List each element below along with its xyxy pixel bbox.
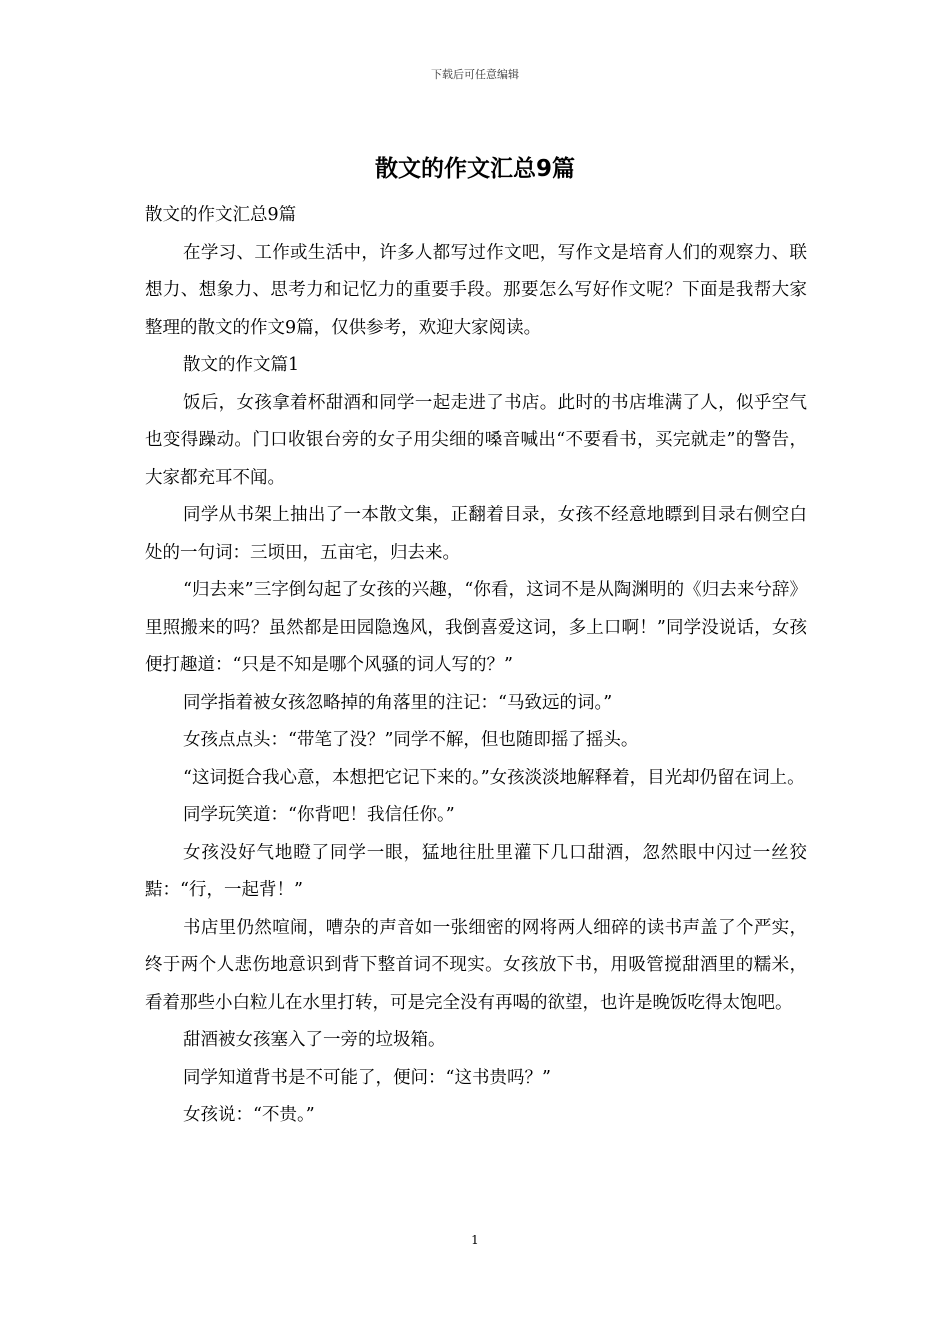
paragraph: 女孩说：“不贵。” <box>183 1105 315 1125</box>
paragraph: “归去来”三字倒勾起了女孩的兴趣，“你看，这词不是从陶渊明的《归去来兮辞》里照搬来的吗？虽然都是田园隐逸风，我倒喜爱这词，多上口啊！”同学没说话，女孩便打趣道：“只是不知是哪个风骚的词人写的？” <box>145 580 807 675</box>
paragraph: 书店里仍然喧闹，嘈杂的声音如一张细密的网将两人细碎的读书声盖了个严实，终于两个人悲伤地意识到背下整首词不现实。女孩放下书，用吸管搅甜酒里的糯米，看着那些小白粒儿在水里打转，可是完全没有再喝的欲望，也许是晚饭吃得太饱吧。 <box>145 917 807 1013</box>
header-note: 下载后可任意编辑 <box>431 68 519 81</box>
page-number: 1 <box>471 1233 479 1247</box>
paragraph: 饭后，女孩拿着杯甜酒和同学一起走进了书店。此时的书店堆满了人，似乎空气也变得躁动。门口收银台旁的女子用尖细的嗓音喊出“不要看书，买完就走”的警告，大家都充耳不闻。 <box>145 392 807 488</box>
paragraph: 同学指着被女孩忽略掉的角落里的注记：“马致远的词。” <box>183 692 613 713</box>
paragraph: 同学从书架上抽出了一本散文集，正翻着目录，女孩不经意地瞟到目录右侧空白处的一句词：三顷田，五亩宅，归去来。 <box>145 505 807 563</box>
paragraph: 甜酒被女孩塞入了一旁的垃圾箱。 <box>183 1030 446 1050</box>
paragraph: 同学玩笑道：“你背吧！我信任你。” <box>183 805 455 825</box>
paragraph: “这词挺合我心意，本想把它记下来的。”女孩淡淡地解释着，目光却仍留在词上。 <box>183 767 805 788</box>
section-heading: 散文的作文篇1 <box>183 355 300 375</box>
paragraph-subtitle: 散文的作文汇总9篇 <box>145 205 297 225</box>
paragraph: 同学知道背书是不可能了，便问：“这书贵吗？” <box>183 1067 551 1088</box>
paragraph: 女孩没好气地瞪了同学一眼，猛地往肚里灌下几口甜酒，忽然眼中闪过一丝狡黠：“行，一起背！” <box>145 842 807 900</box>
paragraph: 女孩点点头：“带笔了没？”同学不解，但也随即摇了摇头。 <box>183 730 639 750</box>
document-title: 散文的作文汇总9篇 <box>374 156 575 182</box>
paragraph-intro: 在学习、工作或生活中，许多人都写过作文吧，写作文是培育人们的观察力、联想力、想象力、思考力和记忆力的重要手段。那要怎么写好作文呢？下面是我帮大家整理的散文的作文9篇，仅供参考，欢迎大家阅读。 <box>145 242 807 338</box>
document-body <box>145 197 807 1135</box>
